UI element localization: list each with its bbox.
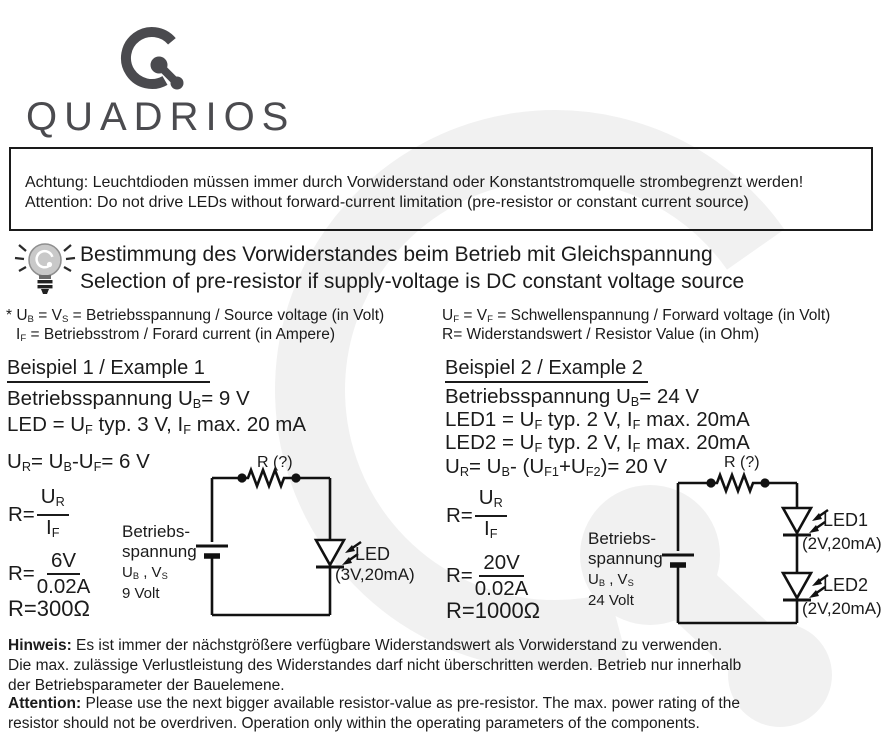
brand-wordmark: QUADRIOS — [26, 95, 296, 139]
circuit-diagram-2 — [660, 446, 883, 631]
resistor-label: R (?) — [724, 454, 760, 471]
definition-if: $I_F$ = Betriebsstrom / Forard current (in Ampere) — [16, 326, 335, 345]
note-de-line2: Die max. zulässige Verlustleistung des Widerstandes darf nicht überschritten werden. Betrieb nur innerhalb — [8, 657, 742, 674]
example1-led-line: LED = $U_F$ typ. 3 V, $I_F$ max. 20 mA — [7, 413, 307, 437]
example1-supply-line: Betriebsspannung $U_B= 9$ V — [7, 387, 250, 411]
led2-symbol — [783, 573, 828, 600]
example2-source-label: Betriebs- spannung $U_B$ , $V_S$ 24 Volt — [588, 529, 663, 610]
example1-source-label: Betriebs- spannung $U_B$ , $V_S$ 9 Volt — [122, 522, 197, 603]
example1-heading: Beispiel 1 / Example 1 — [7, 357, 210, 383]
section-title-en: Selection of pre-resistor if supply-voltage is DC constant voltage source — [80, 270, 745, 293]
led-label: LED — [355, 544, 391, 564]
note-en-line2: resistor should not be overdriven. Operation only within the operating parameters of the components. — [8, 715, 700, 732]
note-en-line1: Attention: Please use the next bigger available resistor-value as pre-resistor. The max. power rating of the — [8, 695, 740, 712]
junction-dot — [706, 478, 715, 487]
example2-ur-line: $U_R= U_B-$ $(U_{F1}+U_{F2})= 20$ V — [445, 455, 668, 479]
resistor-symbol — [212, 470, 330, 486]
junction-dot — [291, 473, 300, 482]
warning-box — [9, 147, 873, 231]
idea-bulb-icon — [13, 238, 77, 298]
example2-led1-line: $LED1 = U_F$ typ. 2 V, $I_F$ max. 20mA — [445, 408, 750, 432]
battery-symbol — [662, 555, 694, 565]
note-de-line3: der Betriebsparameter der Bauelemene. — [8, 677, 285, 694]
junction-dot — [760, 478, 769, 487]
definition-r: R= Widerstandswert / Resistor Value (in Ohm) — [442, 326, 760, 343]
example2-formula-numeric — [446, 552, 528, 600]
formula-lhs: R= — [446, 503, 473, 527]
led1-rating-label: (2V,20mA) — [802, 534, 882, 553]
example2-heading: Beispiel 2 / Example 2 — [445, 357, 648, 383]
warning-text-de: Achtung: Leuchtdioden müssen immer durch Vorwiderstand oder Konstantstromquelle strombegrenzt werden! — [25, 174, 804, 191]
example1-formula-symbolic — [8, 486, 69, 544]
junction-dot — [237, 473, 246, 482]
formula-lhs: R= — [8, 562, 35, 585]
led2-rating-label: (2V,20mA) — [802, 599, 882, 618]
example1-result: R=300Ω — [8, 596, 90, 621]
led1-label: LED1 — [823, 510, 869, 530]
definition-uf-vf: $U_F = V_F$ = Schwellenspannung / Forward voltage (in Volt) — [442, 307, 831, 326]
example2-supply-line: Betriebsspannung $U_B= 24$ V — [445, 385, 700, 409]
note-de-line1: Hinweis: Es ist immer der nächstgrößere verfügbare Widerstandswert als Vorwiderstand zu verwenden. — [8, 637, 723, 654]
resistor-label: R (?) — [257, 454, 293, 471]
fraction: $\frac{U_R}{I_F}$ — [37, 486, 69, 544]
fraction: $\frac{U_R}{I_F}$ — [475, 487, 507, 545]
warning-text-en: Attention: Do not drive LEDs without forward-current limitation (pre-resistor or constant current source) — [25, 194, 749, 211]
brand-logo-icon — [118, 24, 194, 96]
circuit1-graphics — [195, 446, 440, 631]
battery-symbol — [196, 546, 228, 556]
section-title-de: Bestimmung des Vorwiderstandes beim Betrieb mit Gleichspannung — [80, 243, 713, 266]
example2-result: R=1000Ω — [446, 598, 541, 623]
example2-led2-line: $LED2 = U_F$ typ. 2 V, $I_F$ max. 20mA — [445, 431, 750, 455]
led-rating-label: (3V,20mA) — [335, 565, 415, 584]
fraction: $\frac{20V}{0.02A}$ — [474, 551, 529, 600]
example2-formula-symbolic — [446, 487, 507, 545]
led2-label: LED2 — [823, 575, 869, 595]
formula-lhs: R= — [446, 564, 473, 587]
fraction: $\frac{6V}{0.02A}$ — [36, 549, 91, 598]
resistor-symbol — [678, 475, 797, 491]
definition-ub-vs: * $U_B = V_S$ = Betriebsspannung / Source voltage (in Volt) — [6, 307, 385, 326]
circuit-diagram-1 — [195, 446, 440, 631]
formula-lhs: R= — [8, 502, 35, 526]
led1-symbol — [783, 508, 828, 535]
example1-formula-numeric — [8, 550, 90, 598]
example1-ur-line: $U_R= U_B-U_F= 6$ V — [7, 450, 150, 474]
